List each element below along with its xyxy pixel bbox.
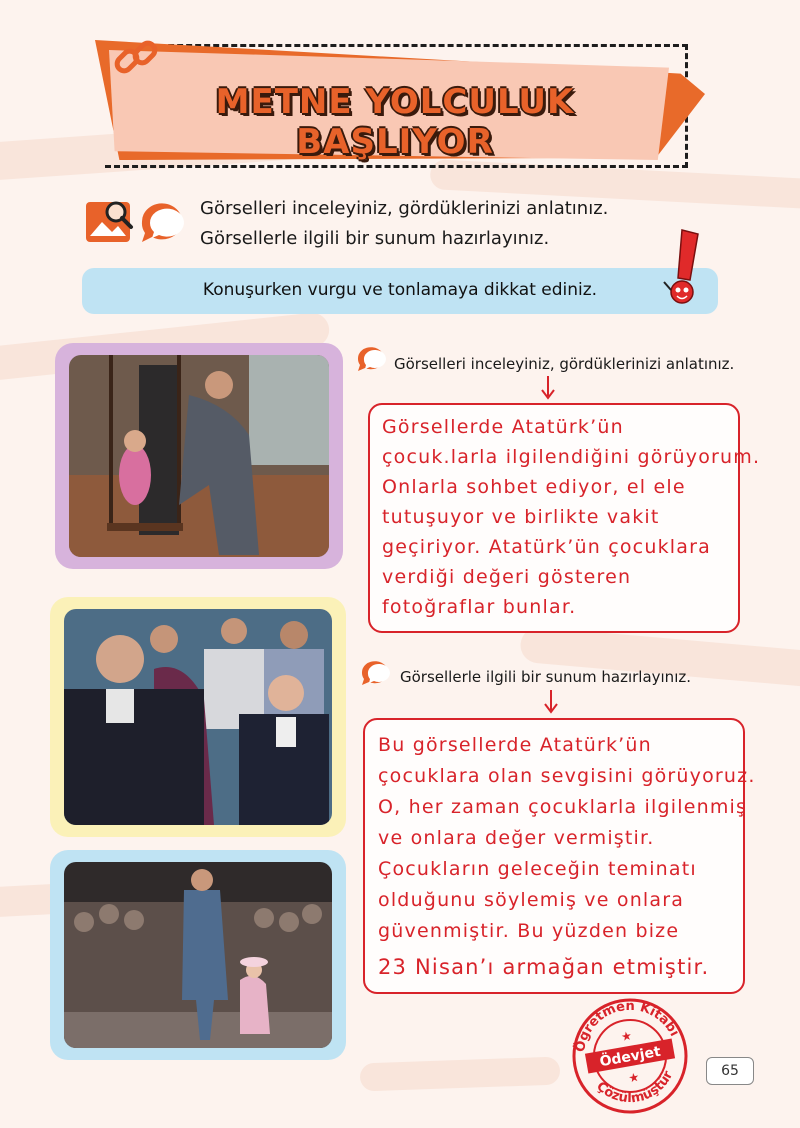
speech-bubble-icon <box>142 203 184 242</box>
section1-answer-line: fotoğraflar bunlar. <box>382 596 577 618</box>
speech-bubble-icon <box>358 660 392 686</box>
section1-answer-line: çocuk.larla ilgilendiğini görüyorum. <box>382 446 761 468</box>
exclamation-mascot-icon <box>660 228 708 308</box>
look-and-speak-icons <box>84 196 192 246</box>
header-banner <box>95 32 715 167</box>
solved-stamp <box>560 990 700 1120</box>
section1-answer-line: Görsellerde Atatürk’ün <box>382 416 624 438</box>
svg-text:★: ★ <box>620 1028 634 1045</box>
page-number: 65 <box>706 1057 754 1085</box>
section1-answer-line: tutuşuyor ve birlikte vakit <box>382 506 660 528</box>
section2-answer-line: olduğunu söylemiş ve onlara <box>378 889 685 911</box>
arrow-down-icon <box>541 376 555 400</box>
section2-question: Görsellerle ilgili bir sunum hazırlayınız. <box>400 668 691 686</box>
section2-answer-line: O, her zaman çocuklarla ilgilenmiş <box>378 796 748 818</box>
section1-answer-line: Onlarla sohbet ediyor, el ele <box>382 476 686 498</box>
section1-question: Görselleri inceleyiniz, gördüklerinizi anlatınız. <box>394 355 735 373</box>
photo-ataturk-walking-with-child <box>64 862 332 1048</box>
photo-frame-2 <box>50 597 346 837</box>
section2-answer-line: ve onlara değer vermiştir. <box>378 827 655 849</box>
section1-answer-line: verdiği değeri gösteren <box>382 566 632 588</box>
speech-bubble-icon <box>354 346 388 372</box>
section2-answer-line: güvenmiştir. Bu yüzden bize <box>378 920 680 942</box>
instruction-line: Görsellerle ilgili bir sunum hazırlayınız. <box>200 228 550 249</box>
background-stroke <box>360 1057 561 1092</box>
photo-frame-1 <box>55 343 343 569</box>
photo-frame-3 <box>50 850 346 1060</box>
section2-answer-line: Çocukların geleceğin teminatı <box>378 858 697 880</box>
svg-text:Ödevjet: Ödevjet <box>598 1043 662 1071</box>
section2-answer-line: çocuklara olan sevgisini görüyoruz. <box>378 765 756 787</box>
chain-link-icon <box>110 32 166 88</box>
tip-text: Konuşurken vurgu ve tonlamaya dikkat ediniz. <box>202 280 598 300</box>
instruction-line: Görselleri inceleyiniz, gördüklerinizi anlatınız. <box>200 198 609 219</box>
svg-text:Çözülmüştür: Çözülmüştür <box>593 1068 677 1107</box>
photo-ataturk-swing <box>69 355 329 557</box>
arrow-down-icon <box>544 690 558 714</box>
section2-answer-box <box>363 718 748 994</box>
page-title: METNE YOLCULUK BAŞLIYOR <box>215 82 575 162</box>
section2-answer-line: 23 Nisan’ı armağan etmiştir. <box>378 955 710 979</box>
svg-text:★: ★ <box>627 1069 641 1086</box>
svg-text:Öğretmen Kitabı: Öğretmen Kitabı <box>573 998 682 1054</box>
section1-answer-line: geçiriyor. Atatürk’ün çocuklara <box>382 536 711 558</box>
section2-answer-line: Bu görsellerde Atatürk’ün <box>378 734 652 756</box>
photo-ataturk-seated-children <box>64 609 332 825</box>
image-magnifier-icon <box>86 202 131 242</box>
